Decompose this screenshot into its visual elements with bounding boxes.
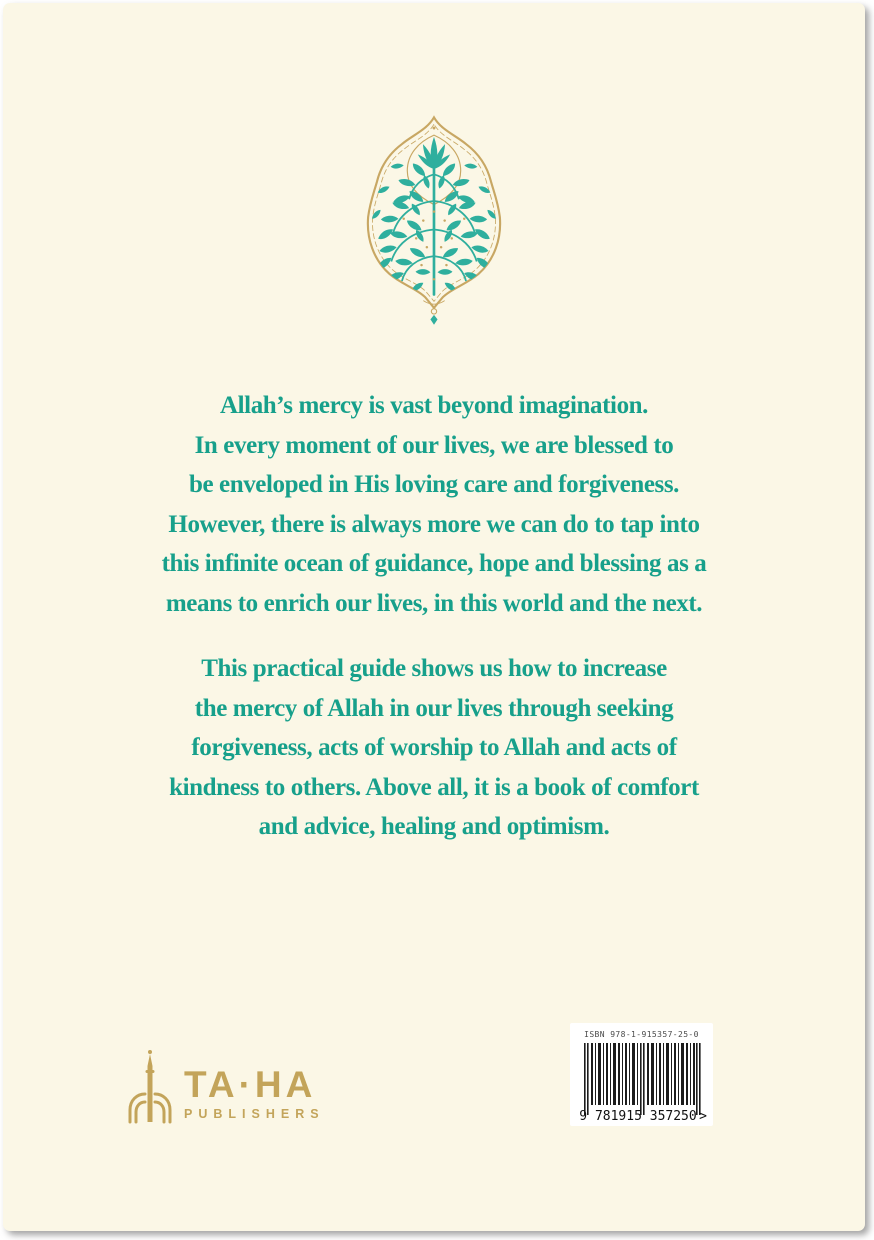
book-back-cover [3,3,865,1231]
back-cover-blurb [3,386,865,847]
blurb-line: In every moment of our lives, we are blessed to [194,431,674,459]
mosque-minaret-icon [126,1048,174,1124]
blurb-paragraph-1 [3,386,865,623]
barcode [570,1023,713,1126]
blurb-line: the mercy of Allah in our lives through seeking [194,694,674,722]
publisher-logo [126,1048,325,1124]
barcode-arrow: > [699,1109,707,1124]
blurb-line: This practical guide shows us how to increase [201,655,667,682]
blurb-line: However, there is always more we can do to tap into [168,510,700,538]
blurb-line: be enveloped in His loving care and forgiveness. [188,471,680,498]
barcode-digits: 9 781915 357250 [579,1109,697,1124]
blurb-line: this infinite ocean of guidance, hope and blessing as a [161,550,707,577]
publisher-subtitle: PUBLISHERS [184,1107,325,1121]
blurb-line: and advice, healing and optimism. [258,813,610,840]
blurb-line: forgiveness, acts of worship to Allah and acts of [191,734,677,761]
isbn-label: ISBN 978-1-915357-25-0 [584,1030,699,1039]
blurb-line: Allah’s mercy is vast beyond imagination. [219,392,649,419]
publisher-wordmark [184,1066,325,1124]
blurb-line: kindness to others. Above all, it is a book of comfort [169,773,699,801]
publisher-name: TA·HA [184,1064,317,1105]
barcode-bars [584,1043,701,1115]
blurb-paragraph-2 [3,649,865,847]
damask-ornament [345,112,523,328]
blurb-line: means to enrich our lives, in this world and the next. [165,589,703,617]
